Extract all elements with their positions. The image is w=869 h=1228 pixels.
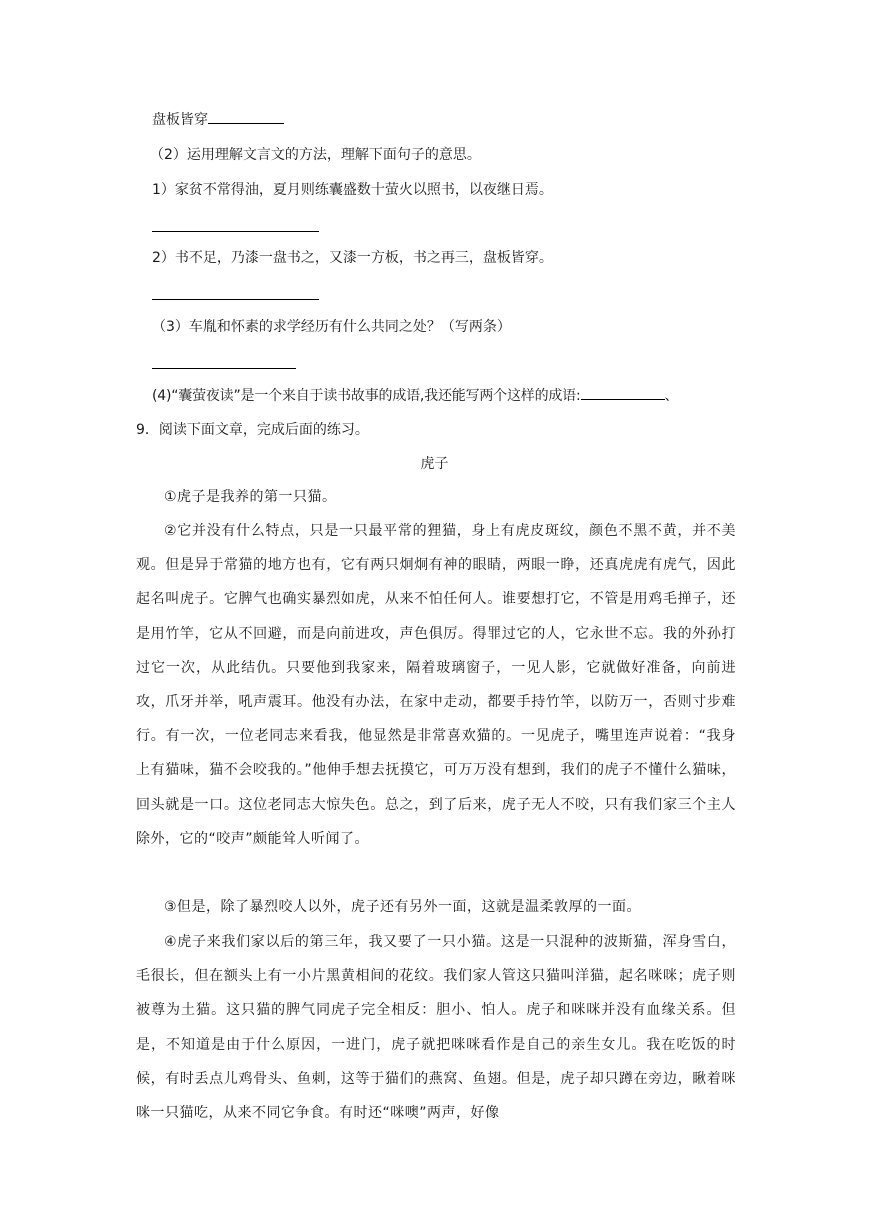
question-1-tail: [152, 109, 284, 130]
question-1-tail-text: 盘板皆穿: [152, 112, 208, 128]
article-paragraph-2: ②它并没有什么特点，只是一只最平常的狸猫，身上有虎皮斑纹，颜色不黑不黄，并不美观。但是异于常猫的地方也有，它有两只炯炯有神的眼睛，两眼一睁，还真虎虎有虎气，因此起名叫虎子。它脾气也确实暴烈如虎，从来不怕任何人。谁要想打它，不管是用鸡毛掸子，还是用竹竿，它从不回避，而是向前进攻，声色俱厉。得罪过它的人，它永世不忘。我的外孙打过它一次，从此结仇。只要他到我家来，隔着玻璃窗子，一见人影，它就做好准备，向前进攻，爪牙并举，吼声震耳。他没有办法，在家中走动，都要手持竹竿，以防万一，否则寸步难行。有一次，一位老同志来看我，他显然是非常喜欢猫的。一见虎子，嘴里连声说着：“我身上有猫味，猫不会咬我的。”他伸手想去抚摸它，可万万没有想到，我们的虎子不懂什么猫味，回头就是一口。这位老同志大惊失色。总之，到了后来，虎子无人不咬，只有我们家三个主人除外，它的“咬声”颇能耸人听闻了。: [136, 523, 736, 847]
question-4: [152, 385, 678, 406]
answer-line-q2-2[interactable]: [152, 299, 319, 300]
article-paragraph-3: ③但是，除了暴烈咬人以外，虎子还有另外一面，这就是温柔敦厚的一面。: [164, 899, 642, 915]
answer-line-q3[interactable]: [152, 368, 296, 369]
article-paragraph-4: ④虎子来我们家以后的第三年，我又要了一只小猫。这是一只混种的波斯猫，浑身雪白，毛很长，但在额头上有一小片黑黄相间的花纹。我们家人管这只猫叫洋猫，起名咪咪；虎子则被尊为土猫。这只猫的脾气同虎子完全相反：胆小、怕人。虎子和咪咪并没有血缘关系。但是，不知道是由于什么原因，一进门，虎子就把咪咪看作是自己的亲生女儿。我在吃饭的时候，有时丢点儿鸡骨头、鱼刺，这等于猫们的燕窝、鱼翅。但是，虎子却只蹲在旁边，瞅着咪咪一只猫吃，从来不同它争食。有时还“咪噢”两声，好像: [136, 934, 736, 1122]
question-2-item-2: 2）书不足，乃漆一盘书之，又漆一方板，书之再三，盘板皆穿。: [152, 250, 553, 266]
answer-line-q2-1[interactable]: [152, 231, 319, 232]
article-title: 虎子: [420, 456, 449, 472]
article-paragraph-1: ①虎子是我养的第一只猫。: [164, 489, 337, 505]
question-2-item-1: 1）家贫不常得油，夏月则练囊盛数十萤火以照书，以夜继日焉。: [152, 182, 553, 198]
question-3: （3）车胤和怀素的求学经历有什么共同之处？（写两条）: [152, 319, 511, 335]
question-9: 9．阅读下面文章，完成后面的练习。: [136, 422, 369, 438]
question-4-text: (4)“囊萤夜读”是一个来自于读书故事的成语,我还能写两个这样的成语:: [152, 388, 581, 404]
answer-blank[interactable]: [208, 109, 284, 124]
question-4-separator: 、: [664, 388, 679, 404]
question-2-header: （2）运用理解文言文的方法，理解下面句子的意思。: [150, 147, 481, 163]
answer-blank-q4-1[interactable]: [581, 385, 665, 400]
